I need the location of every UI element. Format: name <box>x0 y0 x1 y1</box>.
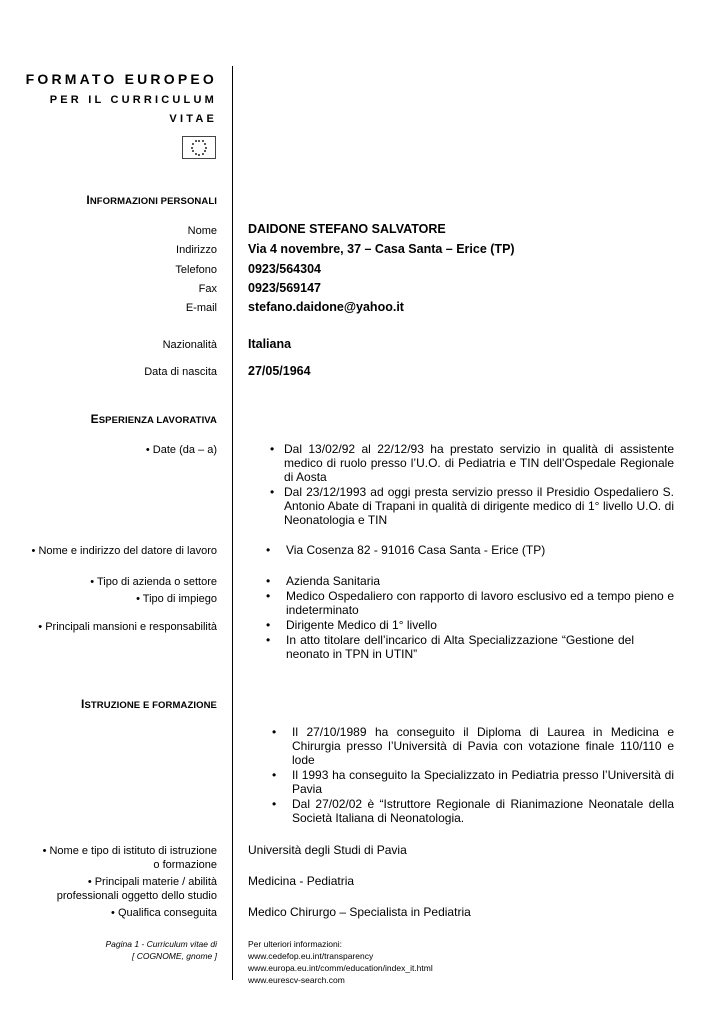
flag-star <box>202 153 204 155</box>
flag-star <box>204 150 206 152</box>
list-item: • Dal 23/12/1993 ad oggi presta servizio presso il Presidio Ospedaliero S. Antonio Abate di Trapani in qualità di dirigente medico di 1° livello U.O. di Neonatologia e TIN <box>270 485 674 527</box>
date-label: • Date (da – a) <box>145 444 217 456</box>
column-divider <box>232 66 233 980</box>
mansioni-label: • Principali mansioni e responsabilità <box>38 621 217 633</box>
eu-flag-icon <box>182 136 216 159</box>
footer-name-label: [ COGNOME, gnome ] <box>131 951 217 961</box>
nascita-label: Data di nascita <box>144 366 217 378</box>
indirizzo-label: Indirizzo <box>176 244 217 256</box>
azienda-label: • Tipo di azienda o settore <box>90 576 217 588</box>
cv-title <box>26 70 217 129</box>
page-footer-right <box>248 938 433 986</box>
flag-star <box>204 143 206 145</box>
flag-star <box>198 140 200 142</box>
page-footer-left <box>106 938 218 962</box>
indirizzo-value: Via 4 novembre, 37 – Casa Santa – Erice (TP) <box>248 242 515 256</box>
list-item: • In atto titolare dell’incarico di Alta Specializzazione “Gestione del neonato in TPN in UTIN” <box>266 633 674 661</box>
education-list <box>272 725 674 826</box>
nome-value: DAIDONE STEFANO SALVATORE <box>248 222 446 236</box>
title-line-1-text: FORMATO EUROPEO <box>25 71 217 87</box>
email-value[interactable]: stefano.daidone@yahoo.it <box>248 300 404 314</box>
telefono-label: Telefono <box>175 264 217 276</box>
list-item: • Dal 27/02/02 è “Istruttore Regionale di Rianimazione Neonatale della Società Italiana di Neonatologia. <box>272 797 674 825</box>
qualifica-value: Medico Chirurgo – Specialista in Pediatria <box>248 905 471 919</box>
nome-label: Nome <box>187 225 217 237</box>
details-list <box>266 574 674 662</box>
title-line-2: PER IL CURRICULUM <box>49 94 217 106</box>
datore-label: • Nome e indirizzo del datore di lavoro <box>31 545 217 557</box>
fax-value: 0923/569147 <box>248 281 321 295</box>
flag-star <box>192 143 194 145</box>
list-item: • Il 27/10/1989 ha conseguito il Diploma di Laurea in Medicina e Chirurgia presso l’Università di Pavia con votazione finale 110/110 e lode <box>272 725 674 767</box>
flag-star <box>195 140 197 142</box>
footer-link[interactable]: www.eurescv-search.com <box>248 975 345 985</box>
materie-label: • Principali materie / abilità professionali oggetto dello studio <box>56 876 217 902</box>
flag-star <box>198 154 200 156</box>
telefono-value: 0923/564304 <box>248 262 321 276</box>
list-item: • Dal 13/02/92 al 22/12/93 ha prestato servizio in qualità di assistente medico di ruolo presso l’U.O. di Pediatria e TIN dell’Ospedale Regionale di Aosta <box>270 442 674 484</box>
flag-star <box>205 147 207 149</box>
title-line-3: VITAE <box>169 113 217 125</box>
flag-star <box>192 150 194 152</box>
nascita-value: 27/05/1964 <box>248 364 311 378</box>
flag-star <box>191 147 193 149</box>
impiego-label: • Tipo di impiego <box>136 593 217 605</box>
qualifica-label: • Qualifica conseguita <box>111 907 217 919</box>
istituto-label: • Nome e tipo di istituto di istruzione o formazione <box>42 845 217 871</box>
title-line-1 <box>26 70 217 91</box>
date-list <box>270 442 674 528</box>
footer-info-label: Per ulteriori informazioni: <box>248 939 343 949</box>
nazionalita-value: Italiana <box>248 337 292 351</box>
flag-star <box>202 140 204 142</box>
fax-label: Fax <box>198 283 217 295</box>
email-label: E-mail <box>185 302 217 314</box>
list-item: • Dirigente Medico di 1° livello <box>266 618 674 632</box>
footer-page-label: Pagina 1 - Curriculum vitae di <box>105 939 217 949</box>
list-item: • Medico Ospedaliero con rapporto di lavoro esclusivo ed a tempo pieno e indeterminato <box>266 589 674 617</box>
list-item: • Il 1993 ha conseguito la Specializzato in Pediatria presso l’Università di Pavia <box>272 768 674 796</box>
nazionalita-label: Nazionalità <box>162 339 217 351</box>
datore-list <box>266 543 674 558</box>
footer-link[interactable]: www.cedefop.eu.int/transparency <box>248 951 374 961</box>
flag-star <box>195 153 197 155</box>
materie-value: Medicina - Pediatria <box>248 874 355 888</box>
section-education-title: ISTRUZIONE E FORMAZIONE <box>81 697 217 711</box>
section-personal-title: INFORMAZIONI PERSONALI <box>86 193 217 207</box>
istituto-value: Università degli Studi di Pavia <box>248 843 407 857</box>
section-experience-title: ESPERIENZA LAVORATIVA <box>90 412 217 426</box>
footer-link[interactable]: www.europa.eu.int/comm/education/index_it.html <box>248 963 433 973</box>
list-item: • Azienda Sanitaria <box>266 574 674 588</box>
list-item: • Via Cosenza 82 - 91016 Casa Santa - Erice (TP) <box>266 543 674 557</box>
